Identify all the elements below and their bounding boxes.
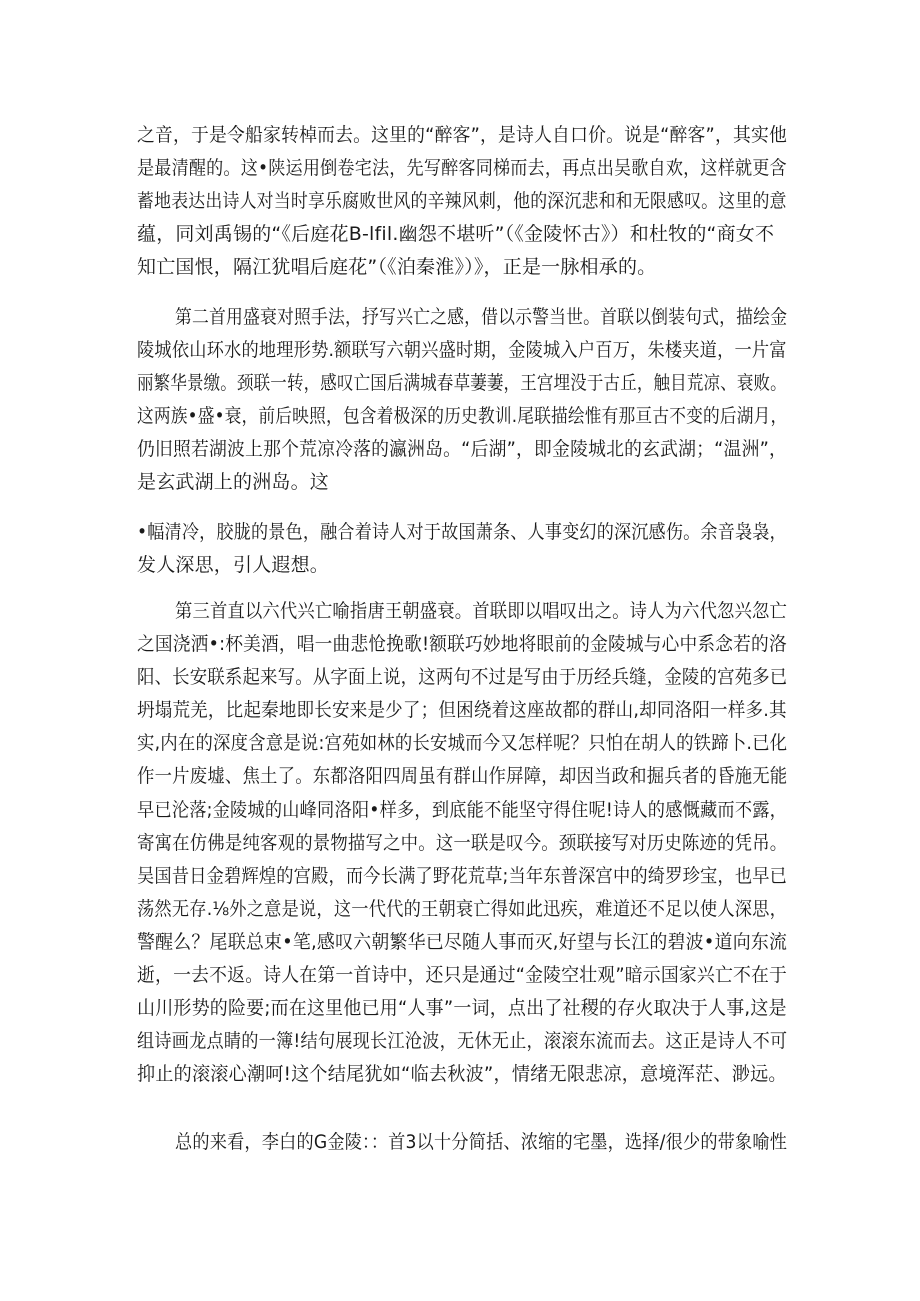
text-line: 早已沦落;金陵城的山峰同洛阳•样多，到底能不能坚守得住呢!诗人的感慨藏而不露， <box>137 798 788 821</box>
paragraph-1 <box>137 119 787 284</box>
paragraph-2 <box>137 301 787 500</box>
text-line: 第三首直以六代兴亡喻指唐王朝盛衰。首联即以唱叹出之。诗人为六代忽兴忽亡 <box>175 600 788 622</box>
text-line: 寄寓在仿佛是纯客观的景物描写之中。这一联是叹今。颈联接写对历史陈迹的凭吊。 <box>137 831 788 854</box>
text-line: 仍旧照若湖波上那个荒凉冷落的瀛洲岛。“后湖”，即金陵城北的玄武湖；“温洲”， <box>137 438 788 461</box>
text-line: 是玄武湖上的洲岛。这 <box>137 471 330 494</box>
text-line: 抑止的滚滚心潮呵!这个结尾犹如“临去秋波”，情绪无限悲凉，意境浑茫、渺远。 <box>137 1063 787 1086</box>
text-line: 阳、长安联系起来写。从字面上说，这两句不过是写由于历经兵缝，金陵的宫苑多已 <box>137 666 788 689</box>
text-line: 蕴，同刘禹锡的“《后庭花B-lfil.幽怨不堪听”（《金陵怀古》）和杜牧的“商女不 <box>137 223 775 246</box>
text-line: 之音，于是令船家转棹而去。这里的“醉客”，是诗人自口价。说是“醉客”，其实他 <box>137 124 788 146</box>
text-line: 山川形势的险要;而在这里他已用“人事”一词，点出了社稷的存火取决于人事,这是 <box>137 997 787 1020</box>
text-line: •幅清冷，胶胧的景色，融合着诗人对于故国萧条、人事变幻的深沉感伤。余音袅袅， <box>137 521 787 543</box>
text-line: 之国浇洒•:杯美酒，唱一曲悲怆挽歌!额联巧妙地将眼前的金陵城与心中系念若的洛 <box>137 633 787 656</box>
text-line: 坍塌荒羌，比起秦地即长安来是少了；但困绕着这座故都的群山,却同洛阳一样多.其 <box>137 699 787 722</box>
text-line: 组诗画龙点睛的一簿!结句展现长江沧波，无休无止，滚滚东流而去。这正是诗人不可 <box>137 1030 788 1053</box>
text-line: 实,内在的深度含意是说:宫苑如林的长安城而今又怎样呢？只怕在胡人的铁蹄卜.已化 <box>137 732 788 755</box>
text-line: 总的来看，李白的G金陵：：首3以十分简括、浓缩的宅墨，选择/很少的带象喻性 <box>175 1131 788 1153</box>
text-line: 作一片废墟、焦土了。东都洛阳四周虽有群山作屏障，却因当政和掘兵者的昏施无能 <box>137 765 788 788</box>
text-line: 警醒么？尾联总束•笔,感叹六朝繁华已尽随人事而灭,好望与长江的碧波•道向东流 <box>137 930 788 953</box>
text-line: 是最清醒的。这•陕运用倒卷宅法，先写醉客同梯而去，再点出吴歌自欢，这样就更含 <box>137 157 787 180</box>
text-line: 知亡国恨，隔江犹唱后庭花”（《泊秦淮》）》，正是一脉相承的。 <box>137 256 657 279</box>
text-line: 荡然无存.⅛外之意是说，这一代代的王朝衰亡得如此迅疾，难道还不足以使人深思， <box>137 897 788 920</box>
text-line: 吴国昔日金碧辉煌的宫殿，而今长满了野花荒草;当年东普深宫中的绮罗珍宝，也早已 <box>137 864 788 887</box>
text-line: 蓄地表达出诗人对当时享乐腐败世风的辛辣风刺，他的深沉悲和和无限感叹。这里的意 <box>137 190 787 213</box>
paragraph-3 <box>137 516 787 582</box>
text-line: 陵城依山环水的地理形势.额联写六朝兴盛时期，金陵城入户百万，朱楼夹道，一片富 <box>137 339 787 362</box>
text-line: 发人深思，引人遐想。 <box>137 554 330 577</box>
text-line: 第二首用盛衰对照手法，抒写兴亡之感，借以示警当世。首联以倒装句式，描绘金 <box>175 306 788 328</box>
text-line: 丽繁华景缴。颈联一转，感叹亡国后满城春草萋萋，王宫埋没于古丘，触目荒凉、衰败。 <box>137 372 787 395</box>
text-line: 这两族•盛•衰，前后映照，包含着极深的历史教训.尾联描绘惟有那亘古不变的后湖月， <box>137 405 788 428</box>
paragraph-4 <box>137 595 787 1091</box>
paragraph-5 <box>137 1126 787 1159</box>
text-line: 逝，一去不返。诗人在第一首诗中，还只是通过“金陵空壮观”暗示国家兴亡不在于 <box>137 964 788 987</box>
